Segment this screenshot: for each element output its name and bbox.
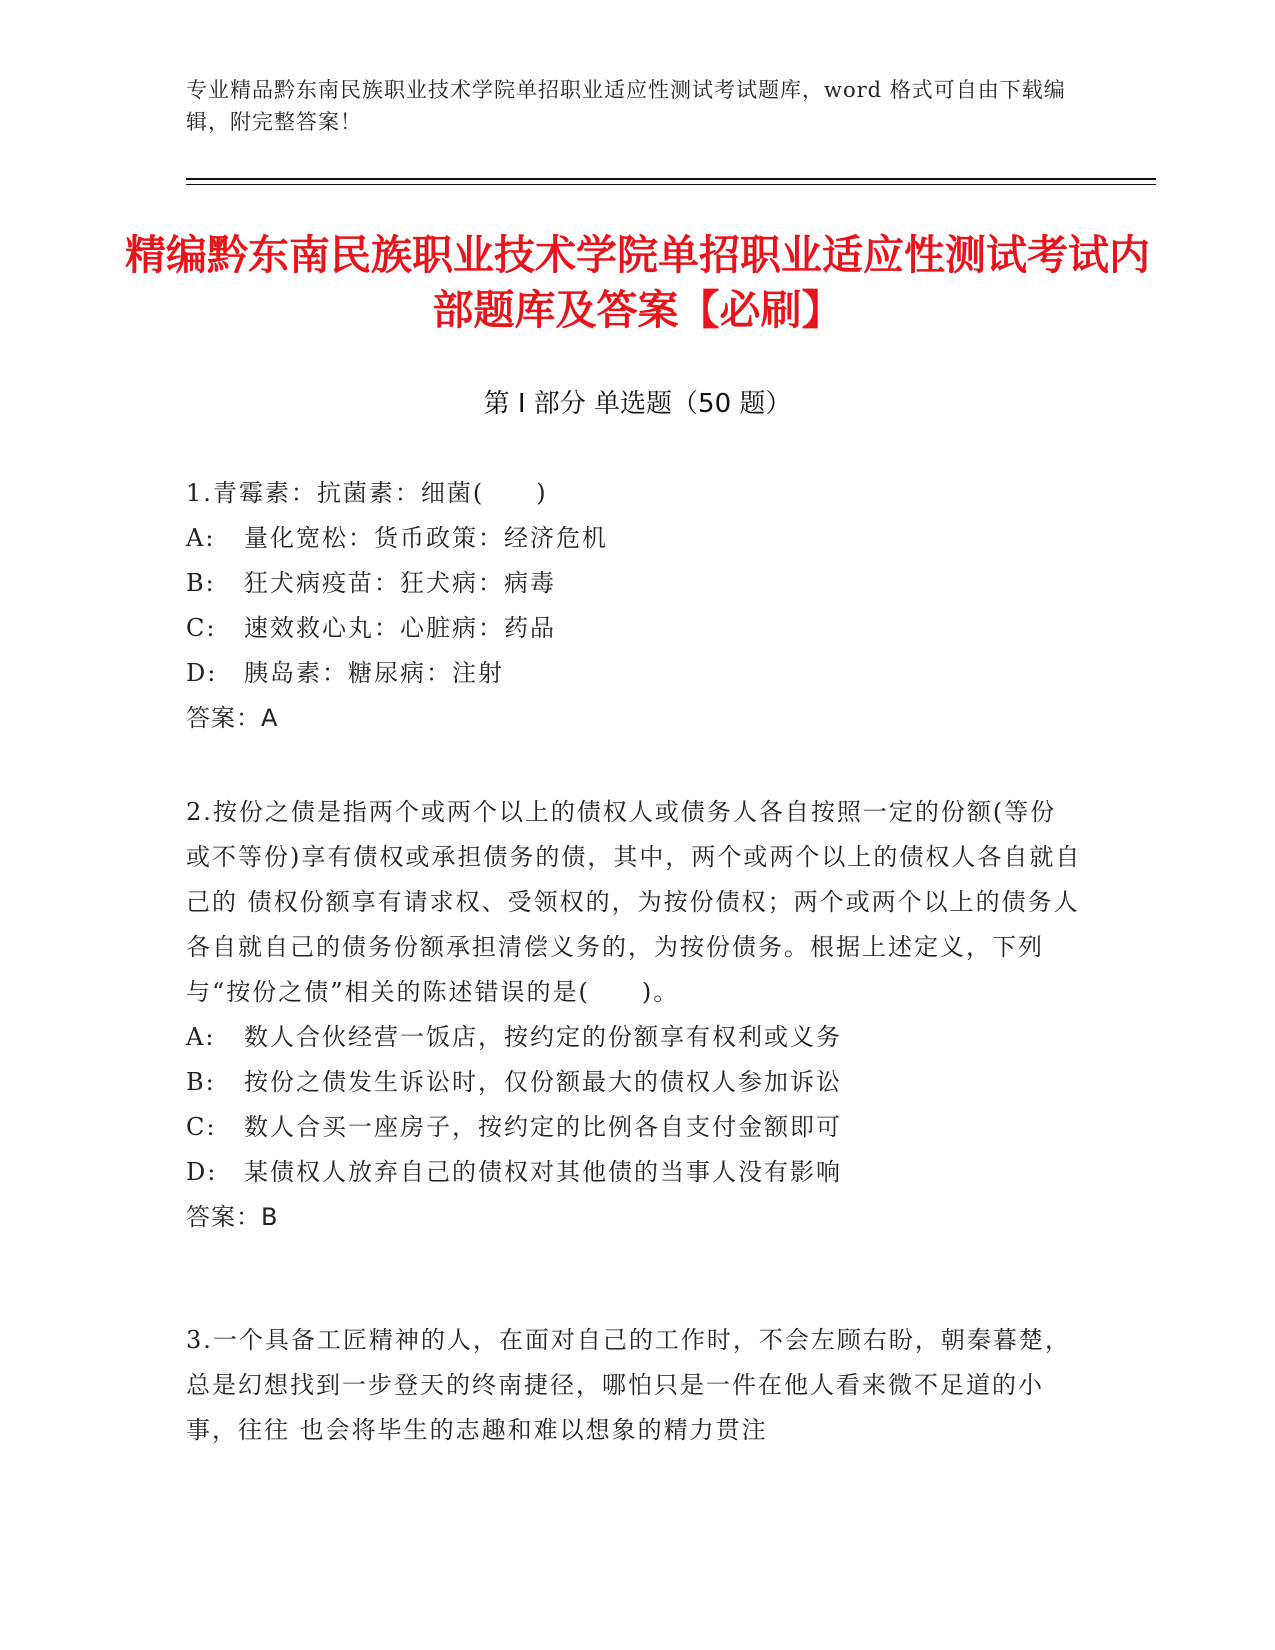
option-letter: B: [186, 569, 216, 597]
option-d [186, 651, 1086, 696]
question-text: 3.一个具备工匠精神的人，在面对自己的工作时，不会左顾右盼，朝秦暮楚， 总是幻想找到一步登天的终南捷径，哪怕只是一件在他人看来微不足道的小事，往往 也会将毕生的志趣和难以想象的精力贯注 [186, 1326, 1081, 1444]
answer-line: 答案：A [186, 704, 279, 732]
option-letter: A: [186, 1023, 216, 1051]
question-text: 2.按份之债是指两个或两个以上的债权人或债务人各自按照一定的份额(等份 或不等份)享有债权或承担债务的债，其中，两个或两个以上的债权人各自就自己的 债权份额享有请求权、受领权的，为按份债权；两个或两个以上的债务人各自就自己的债务份额承担清偿义务的，为按份债务。根据上述定义，下列与“按份之债”相关的陈述错误的是( )。 [186, 798, 1082, 1006]
option-letter: D: [186, 659, 218, 687]
option-letter: B: [186, 1068, 216, 1096]
option-c [186, 606, 1086, 651]
option-text: 量化宽松：货币政策：经济危机 [244, 524, 608, 552]
option-text: 按份之债发生诉讼时，仅份额最大的债权人参加诉讼 [244, 1068, 842, 1096]
option-a [186, 516, 1086, 561]
header-rule-thin [186, 184, 1156, 185]
option-letter: A: [186, 524, 216, 552]
header-note: 专业精品黔东南民族职业技术学院单招职业适应性测试考试题库，word 格式可自由下载编辑，附完整答案！ [186, 78, 1066, 134]
question-3 [186, 1318, 1086, 1453]
option-b [186, 1060, 1086, 1105]
document-title: 精编黔东南民族职业技术学院单招职业适应性测试考试内部题库及答案【必刷】 [125, 231, 1150, 334]
option-letter: C: [186, 614, 217, 642]
option-b [186, 561, 1086, 606]
option-c [186, 1105, 1086, 1150]
question-2 [186, 790, 1086, 1240]
section-title: 第 I 部分 单选题（50 题） [483, 389, 792, 419]
question-1 [186, 471, 1086, 741]
option-d [186, 1150, 1086, 1195]
question-text: 1.青霉素：抗菌素：细菌( ) [186, 479, 548, 507]
option-text: 数人合伙经营一饭店，按约定的份额享有权利或义务 [244, 1023, 842, 1051]
option-letter: D: [186, 1158, 218, 1186]
option-text: 数人合买一座房子，按约定的比例各自支付金额即可 [244, 1113, 842, 1141]
option-text: 速效救心丸：心脏病：药品 [244, 614, 556, 642]
option-letter: C: [186, 1113, 217, 1141]
answer-line: 答案：B [186, 1203, 279, 1231]
option-text: 胰岛素：糖尿病：注射 [244, 659, 504, 687]
option-text: 狂犬病疫苗：狂犬病：病毒 [244, 569, 556, 597]
header-rule-thick [186, 178, 1156, 180]
option-text: 某债权人放弃自己的债权对其他债的当事人没有影响 [244, 1158, 842, 1186]
option-a [186, 1015, 1086, 1060]
